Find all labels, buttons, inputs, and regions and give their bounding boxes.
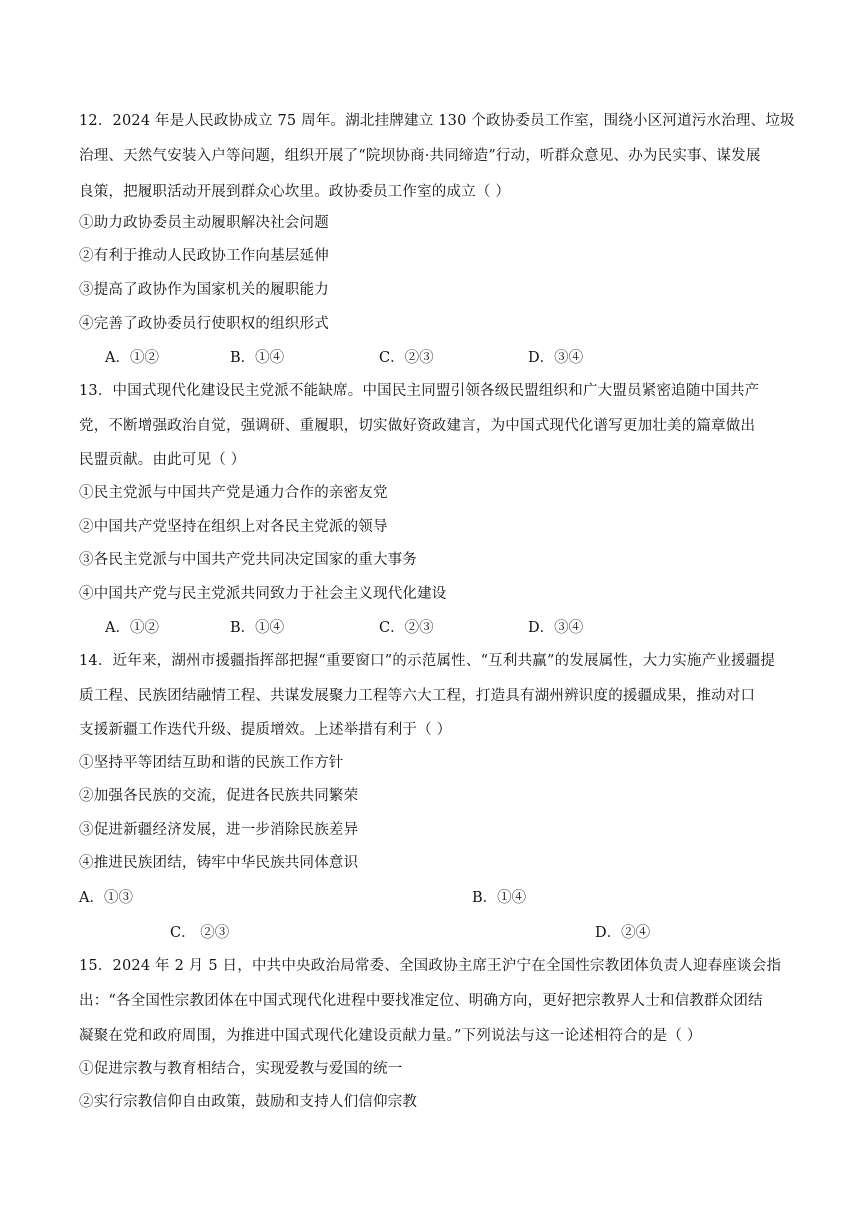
question-stem-line: 凝聚在党和政府周围，为推进中国式现代化建设贡献力量。”下列说法与这一论述相符合的是（ ）	[79, 1028, 702, 1044]
option-a[interactable]: A．①③	[79, 890, 133, 906]
option-d[interactable]: D．③④	[528, 620, 584, 636]
question-stem-line: 质工程、民族团结融情工程、共谋发展聚力工程等六大工程，打造具有湖州辨识度的援疆成果，推动对口	[79, 688, 756, 704]
statement-item: ②有利于推动人民政协工作向基层延伸	[79, 248, 329, 264]
statement-item: ④推进民族团结，铸牢中华民族共同体意识	[79, 855, 359, 871]
question-stem-line: 民盟贡献。由此可见（ ）	[79, 452, 246, 468]
statement-item: ②加强各民族的交流，促进各民族共同繁荣	[79, 788, 359, 804]
question-stem-line: 13．中国式现代化建设民主党派不能缺席。中国民主同盟引领各级民盟组织和广大盟员紧密追随中国共产	[79, 383, 760, 399]
answer-options	[0, 618, 860, 638]
answer-options	[0, 348, 860, 368]
option-a[interactable]: A．①②	[105, 620, 159, 636]
option-b[interactable]: B．①④	[230, 350, 285, 366]
statement-item: ①助力政协委员主动履职解决社会问题	[79, 215, 329, 231]
statement-item: ④中国共产党与民主党派共同致力于社会主义现代化建设	[79, 586, 447, 602]
statement-item: ③促进新疆经济发展，进一步消除民族差异	[79, 822, 359, 838]
statement-item: ①促进宗教与教育相结合，实现爱教与爱国的统一	[79, 1061, 403, 1077]
statement-item: ②实行宗教信仰自由政策，鼓励和支持人们信仰宗教	[79, 1094, 418, 1110]
question-stem-line: 12．2024 年是人民政协成立 75 周年。湖北挂牌建立 130 个政协委员工作室，围绕小区河道污水治理、垃圾	[79, 113, 795, 129]
option-a[interactable]: A．①②	[105, 350, 159, 366]
option-c[interactable]: C．②③	[379, 620, 434, 636]
statement-item: ①民主党派与中国共产党是通力合作的亲密友党	[79, 485, 388, 501]
statement-item: ②中国共产党坚持在组织上对各民主党派的领导	[79, 519, 388, 535]
option-c[interactable]: C．②③	[379, 350, 434, 366]
statement-item: ④完善了政协委员行使职权的组织形式	[79, 316, 329, 332]
question-stem-line: 治理、天然气安装入户等问题，组织开展了“院坝协商·共同缔造”行动，听群众意见、办为民实事、谋发展	[79, 148, 761, 164]
statement-item: ③各民主党派与中国共产党共同决定国家的重大事务	[79, 552, 418, 568]
question-stem-line: 15．2024 年 2 月 5 日，中共中央政治局常委、全国政协主席王沪宁在全国性宗教团体负责人迎春座谈会指	[79, 958, 782, 974]
question-stem-line: 良策，把履职活动开展到群众心坎里。政协委员工作室的成立（ ）	[79, 184, 511, 200]
question-stem-line: 出：“各全国性宗教团体在中国式现代化进程中要找准定位、明确方向，更好把宗教界人士和信教群众团结	[79, 993, 763, 1009]
option-b[interactable]: B．①④	[472, 890, 527, 906]
statement-item: ③提高了政协作为国家机关的履职能力	[79, 282, 329, 298]
question-stem-line: 支援新疆工作迭代升级、提质增效。上述举措有利于（ ）	[79, 722, 452, 738]
option-d[interactable]: D．②④	[595, 925, 651, 941]
question-stem-line: 14．近年来，湖州市援疆指挥部把握“重要窗口”的示范属性、“互利共赢”的发展属性，大力实施产业援疆提	[79, 653, 776, 669]
statement-item: ①坚持平等团结互助和谐的民族工作方针	[79, 755, 344, 771]
question-stem-line: 党，不断增强政治自觉，强调研、重履职，切实做好资政建言，为中国式现代化谱写更加壮美的篇章做出	[79, 418, 756, 434]
answer-options-row-2	[0, 923, 860, 943]
answer-options-row-1	[0, 888, 860, 908]
option-c[interactable]: C． ②③	[170, 925, 230, 941]
option-d[interactable]: D．③④	[528, 350, 584, 366]
option-b[interactable]: B．①④	[230, 620, 285, 636]
